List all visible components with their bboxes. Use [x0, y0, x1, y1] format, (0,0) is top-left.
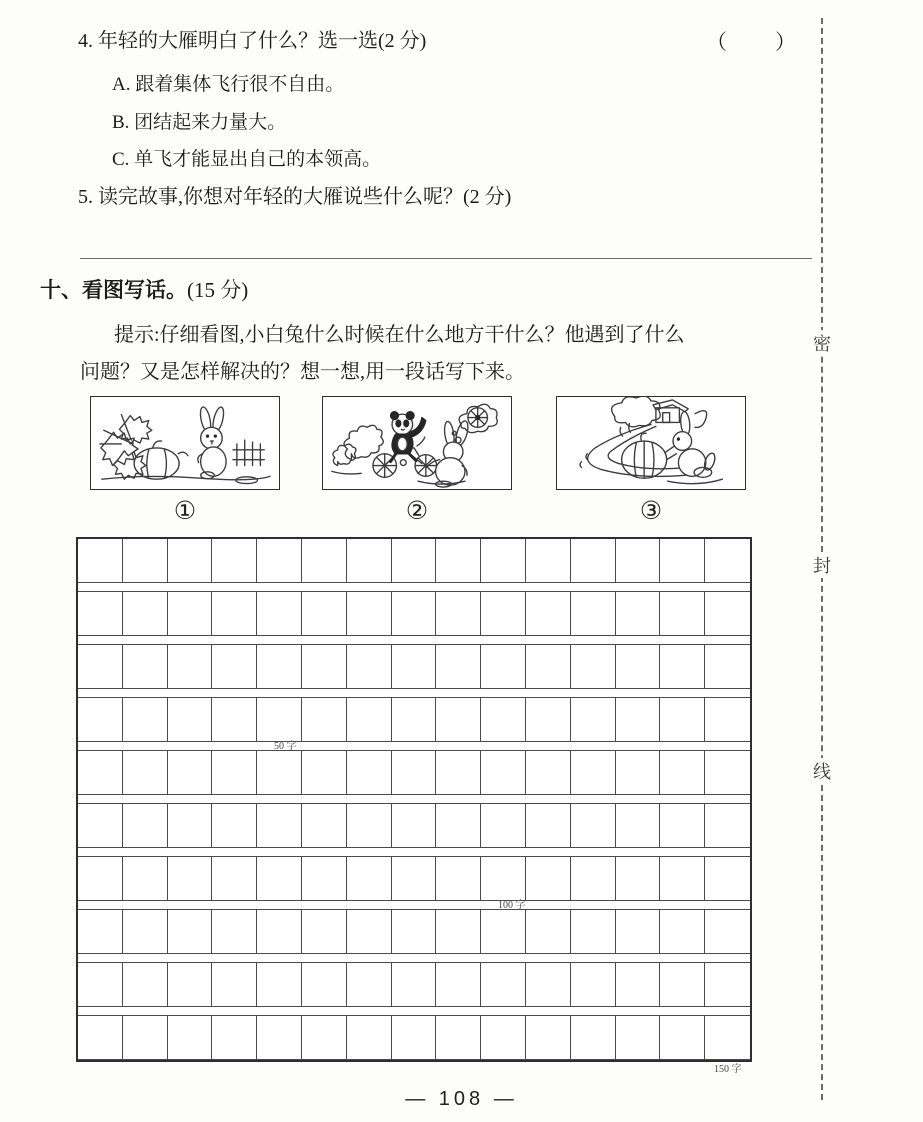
grid-cell	[257, 910, 302, 953]
grid-cell	[168, 804, 213, 847]
hint-line-2: 问题？又是怎样解决的？想一想,用一段话写下来。	[80, 361, 525, 383]
grid-row	[78, 1016, 750, 1060]
grid-cell	[212, 963, 257, 1006]
grid-cell	[660, 592, 705, 635]
grid-cell	[571, 857, 616, 900]
grid-row-gap	[78, 954, 750, 963]
grid-cell	[526, 857, 571, 900]
section-ten-heading	[40, 274, 248, 304]
grid-row	[78, 539, 750, 583]
grid-cell	[257, 857, 302, 900]
rabbit-rolling-pumpkin-home-illustration	[557, 397, 745, 489]
grid-cell	[123, 592, 168, 635]
grid-cell	[526, 645, 571, 688]
grid-cell	[660, 1016, 705, 1059]
grid-cell	[481, 1016, 526, 1059]
grid-row-gap	[78, 848, 750, 857]
grid-row-gap	[78, 583, 750, 592]
grid-cell	[526, 804, 571, 847]
grid-cell	[257, 963, 302, 1006]
grid-cell	[616, 1016, 661, 1059]
grid-cell	[78, 592, 123, 635]
picture-3-label: ③	[639, 496, 663, 525]
grid-cell	[78, 804, 123, 847]
grid-cell	[78, 539, 123, 582]
grid-cell	[436, 645, 481, 688]
section-ten-score: (15 分)	[187, 278, 249, 302]
grid-cell	[302, 592, 347, 635]
grid-cell	[168, 1016, 213, 1059]
grid-cell	[660, 804, 705, 847]
seal-char-feng: 封	[809, 552, 835, 578]
grid-cell	[302, 910, 347, 953]
grid-cell	[212, 645, 257, 688]
rabbit-pumpkin-patch-illustration	[91, 397, 279, 489]
grid-cell	[257, 1016, 302, 1059]
grid-cell	[616, 857, 661, 900]
picture-3-frame	[556, 396, 746, 490]
grid-cell	[212, 910, 257, 953]
grid-cell	[436, 963, 481, 1006]
grid-cell	[571, 751, 616, 794]
grid-cell	[78, 751, 123, 794]
grid-cell	[571, 963, 616, 1006]
grid-cell	[481, 910, 526, 953]
grid-cell	[347, 804, 392, 847]
grid-cell	[616, 963, 661, 1006]
grid-cell	[78, 698, 123, 741]
grid-cell	[347, 645, 392, 688]
grid-cell	[481, 592, 526, 635]
grid-cell	[123, 645, 168, 688]
grid-cell	[526, 963, 571, 1006]
grid-cell	[347, 963, 392, 1006]
grid-cell	[257, 592, 302, 635]
grid-cell	[78, 857, 123, 900]
grid-cell	[392, 592, 437, 635]
grid-cell	[212, 857, 257, 900]
grid-cell	[660, 963, 705, 1006]
grid-row	[78, 592, 750, 636]
grid-cell	[123, 910, 168, 953]
grid-cell	[392, 910, 437, 953]
grid-cell	[123, 539, 168, 582]
seal-char-xian: 线	[809, 758, 835, 784]
grid-cell	[436, 698, 481, 741]
grid-cell	[481, 857, 526, 900]
grid-cell	[392, 804, 437, 847]
grid-cell	[616, 751, 661, 794]
grid-cell	[392, 1016, 437, 1059]
grid-cell	[571, 698, 616, 741]
grid-cell	[526, 539, 571, 582]
grid-cell	[257, 539, 302, 582]
grid-cell	[705, 592, 750, 635]
grid-cell	[302, 1016, 347, 1059]
grid-cell	[571, 1016, 616, 1059]
grid-cell	[347, 910, 392, 953]
grid-cell	[257, 804, 302, 847]
grid-cell	[705, 751, 750, 794]
question-4-answer-brackets: （ ）	[706, 30, 798, 54]
grid-cell	[660, 857, 705, 900]
grid-row	[78, 804, 750, 848]
grid-cell	[705, 963, 750, 1006]
grid-cell	[347, 1016, 392, 1059]
grid-cell	[392, 539, 437, 582]
grid-cell	[481, 698, 526, 741]
grid-cell	[392, 857, 437, 900]
grid-cell	[212, 592, 257, 635]
grid-cell	[302, 963, 347, 1006]
grid-cell	[123, 963, 168, 1006]
grid-cell	[705, 857, 750, 900]
panda-bicycle-rabbit-illustration	[323, 397, 511, 489]
grid-cell	[302, 698, 347, 741]
question-4-stem: 4. 年轻的大雁明白了什么？选一选(2 分)	[78, 30, 427, 52]
grid-cell	[526, 592, 571, 635]
grid-row	[78, 910, 750, 954]
grid-cell	[481, 804, 526, 847]
grid-cell	[481, 539, 526, 582]
grid-cell	[123, 751, 168, 794]
hint-line-1: 提示:仔细看图,小白兔什么时候在什么地方干什么？他遇到了什么	[114, 324, 685, 346]
grid-cell	[302, 539, 347, 582]
grid-cell	[123, 1016, 168, 1059]
grid-cell	[123, 804, 168, 847]
grid-cell	[705, 539, 750, 582]
grid-cell	[526, 910, 571, 953]
grid-cell	[660, 645, 705, 688]
grid-cell	[302, 804, 347, 847]
grid-row-gap	[78, 901, 750, 910]
grid-cell	[392, 751, 437, 794]
grid-cell	[436, 592, 481, 635]
writing-grid	[76, 537, 752, 1075]
grid-cell	[168, 910, 213, 953]
grid-cell	[212, 698, 257, 741]
picture-2-frame	[322, 396, 512, 490]
grid-row	[78, 963, 750, 1007]
char-count-marker: 100 字	[498, 900, 526, 911]
grid-cell	[481, 963, 526, 1006]
grid-cell	[392, 645, 437, 688]
grid-cell	[436, 539, 481, 582]
grid-cell	[347, 857, 392, 900]
grid-cell	[481, 751, 526, 794]
grid-cell	[616, 804, 661, 847]
grid-cell	[78, 645, 123, 688]
picture-2-label: ②	[405, 496, 429, 525]
page-number: — 108 —	[405, 1088, 518, 1110]
grid-cell	[571, 645, 616, 688]
grid-cell	[168, 857, 213, 900]
grid-cell	[705, 804, 750, 847]
section-divider-line	[80, 258, 812, 259]
grid-cell	[436, 804, 481, 847]
grid-cell	[123, 857, 168, 900]
grid-cell	[347, 698, 392, 741]
grid-cell	[302, 857, 347, 900]
grid-row-gap	[78, 795, 750, 804]
question-4-option-c: C. 单飞才能显出自己的本领高。	[112, 149, 382, 170]
question-4-option-b: B. 团结起来力量大。	[112, 112, 287, 133]
grid-cell	[257, 698, 302, 741]
grid-cell	[212, 1016, 257, 1059]
grid-cell	[660, 698, 705, 741]
grid-cell	[168, 751, 213, 794]
char-count-marker: 50 字	[274, 741, 297, 752]
grid-cell	[705, 698, 750, 741]
grid-cell	[123, 698, 168, 741]
grid-cell	[436, 857, 481, 900]
grid-row	[78, 857, 750, 901]
grid-cell	[168, 963, 213, 1006]
grid-cell	[347, 592, 392, 635]
grid-cell	[616, 645, 661, 688]
grid-cell	[705, 645, 750, 688]
picture-1-label: ①	[173, 496, 197, 525]
grid-cell	[257, 645, 302, 688]
grid-cell	[616, 592, 661, 635]
grid-cell	[571, 910, 616, 953]
grid-cell	[660, 751, 705, 794]
grid-row-gap	[78, 742, 750, 751]
grid-cell	[212, 804, 257, 847]
section-ten-title: 十、看图写话。	[40, 279, 187, 302]
grid-row	[78, 751, 750, 795]
grid-cell	[660, 539, 705, 582]
char-count-marker: 150 字	[714, 1064, 742, 1075]
question-4-option-a: A. 跟着集体飞行很不自由。	[112, 74, 345, 95]
grid-cell	[168, 698, 213, 741]
grid-cell	[660, 910, 705, 953]
grid-cell	[392, 698, 437, 741]
grid-cell	[571, 539, 616, 582]
grid-cell	[616, 698, 661, 741]
grid-cell	[616, 910, 661, 953]
grid-cell	[78, 963, 123, 1006]
grid-cell	[526, 751, 571, 794]
grid-cell	[257, 751, 302, 794]
grid-row-gap	[78, 636, 750, 645]
grid-cell	[168, 539, 213, 582]
grid-cell	[302, 645, 347, 688]
seal-char-mi: 密	[809, 330, 835, 356]
grid-cell	[705, 910, 750, 953]
grid-row	[78, 698, 750, 742]
picture-1-frame	[90, 396, 280, 490]
question-5-stem: 5. 读完故事,你想对年轻的大雁说些什么呢？(2 分)	[78, 186, 512, 208]
grid-cell	[168, 645, 213, 688]
grid-cell	[347, 751, 392, 794]
grid-cell	[78, 1016, 123, 1059]
grid-cell	[616, 539, 661, 582]
grid-cell	[705, 1016, 750, 1059]
grid-cell	[571, 592, 616, 635]
grid-row	[78, 645, 750, 689]
grid-cell	[392, 963, 437, 1006]
grid-cell	[436, 751, 481, 794]
grid-cell	[571, 804, 616, 847]
grid-cell	[168, 592, 213, 635]
grid-cell	[436, 1016, 481, 1059]
grid-cell	[526, 1016, 571, 1059]
grid-cell	[347, 539, 392, 582]
grid-row-gap	[78, 689, 750, 698]
grid-cell	[212, 539, 257, 582]
grid-cell	[481, 645, 526, 688]
grid-row-gap	[78, 1007, 750, 1016]
grid-cell	[436, 910, 481, 953]
grid-cell	[78, 910, 123, 953]
grid-cell	[526, 698, 571, 741]
grid-cell	[302, 751, 347, 794]
grid-cell	[212, 751, 257, 794]
